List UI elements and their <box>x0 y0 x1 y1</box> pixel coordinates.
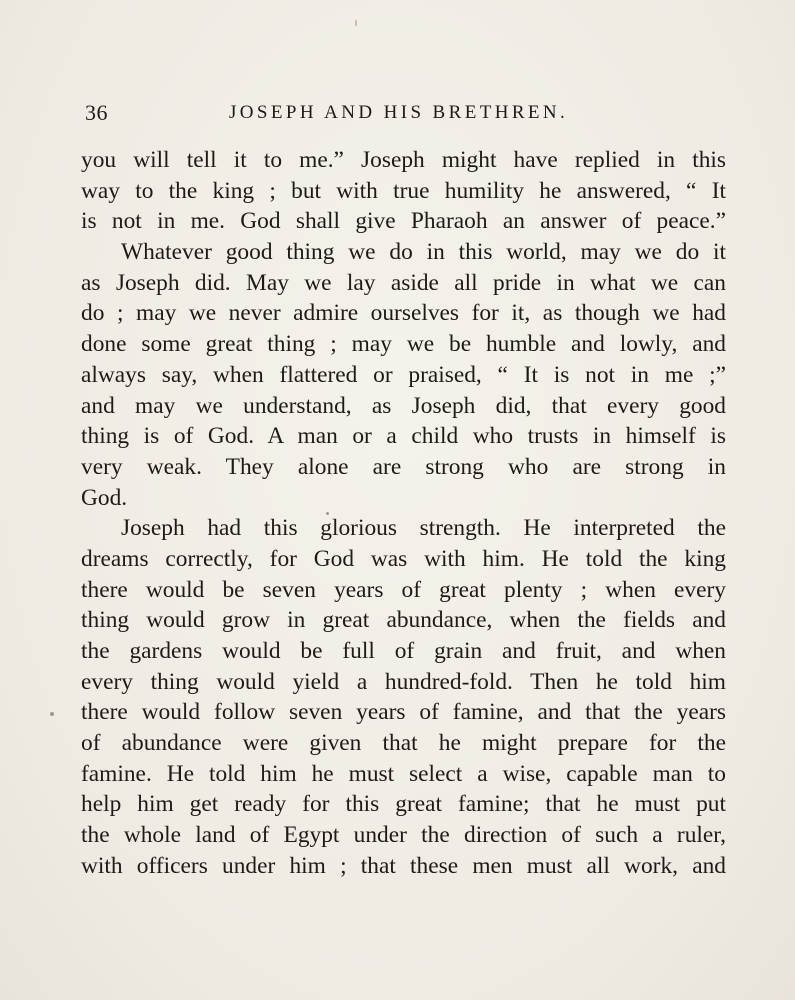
paper-speck <box>355 20 357 26</box>
text-line: is not in me. God shall give Pharaoh an answer of peace.” <box>81 208 726 235</box>
body-text <box>81 145 726 882</box>
running-title: JOSEPH AND HIS BRETHREN. <box>229 102 569 123</box>
page-number: 36 <box>85 100 108 125</box>
text-line: of abundance were given that he might prepare for the <box>81 730 726 757</box>
text-line: way to the king ; but with true humility he answered, “ It <box>81 177 726 204</box>
text-line: you will tell it to me.” Joseph might have replied in this <box>81 147 726 173</box>
text-line: and may we understand, as Joseph did, that every good <box>81 392 726 419</box>
running-head <box>85 100 725 130</box>
text-line: Whatever good thing we do in this world, may we do it <box>121 239 726 266</box>
text-line: thing would grow in great abundance, when the fields and <box>81 607 726 634</box>
text-line: as Joseph did. May we lay aside all pride in what we can <box>81 269 726 296</box>
text-line: thing is of God. A man or a child who trusts in himself is <box>81 423 726 450</box>
text-line: always say, when flattered or praised, “ It is not in me ;” <box>81 361 726 388</box>
text-line: dreams correctly, for God was with him. He told the king <box>81 545 726 572</box>
text-line: do ; may we never admire ourselves for it, as though we had <box>81 300 726 327</box>
text-line: the gardens would be full of grain and fruit, and when <box>81 638 726 664</box>
text-line: very weak. They alone are strong who are strong in <box>81 453 726 480</box>
text-line: every thing would yield a hundred-fold. Then he told him <box>81 668 726 695</box>
text-line: God. <box>81 484 128 511</box>
text-line: done some great thing ; may we be humble and lowly, and <box>81 331 726 358</box>
paper-speck <box>326 512 329 515</box>
text-line: Joseph had this glorious strength. He interpreted the <box>121 515 726 542</box>
text-line: there would follow seven years of famine, and that the years <box>81 699 726 726</box>
text-line: famine. He told him he must select a wise, capable man to <box>81 760 726 787</box>
text-line: with officers under him ; that these men must all work, and <box>81 852 726 879</box>
text-line: help him get ready for this great famine; that he must put <box>81 791 726 818</box>
text-line: there would be seven years of great plenty ; when every <box>81 576 726 603</box>
text-line: the whole land of Egypt under the direction of such a ruler, <box>81 822 726 849</box>
paper-speck <box>50 712 54 716</box>
